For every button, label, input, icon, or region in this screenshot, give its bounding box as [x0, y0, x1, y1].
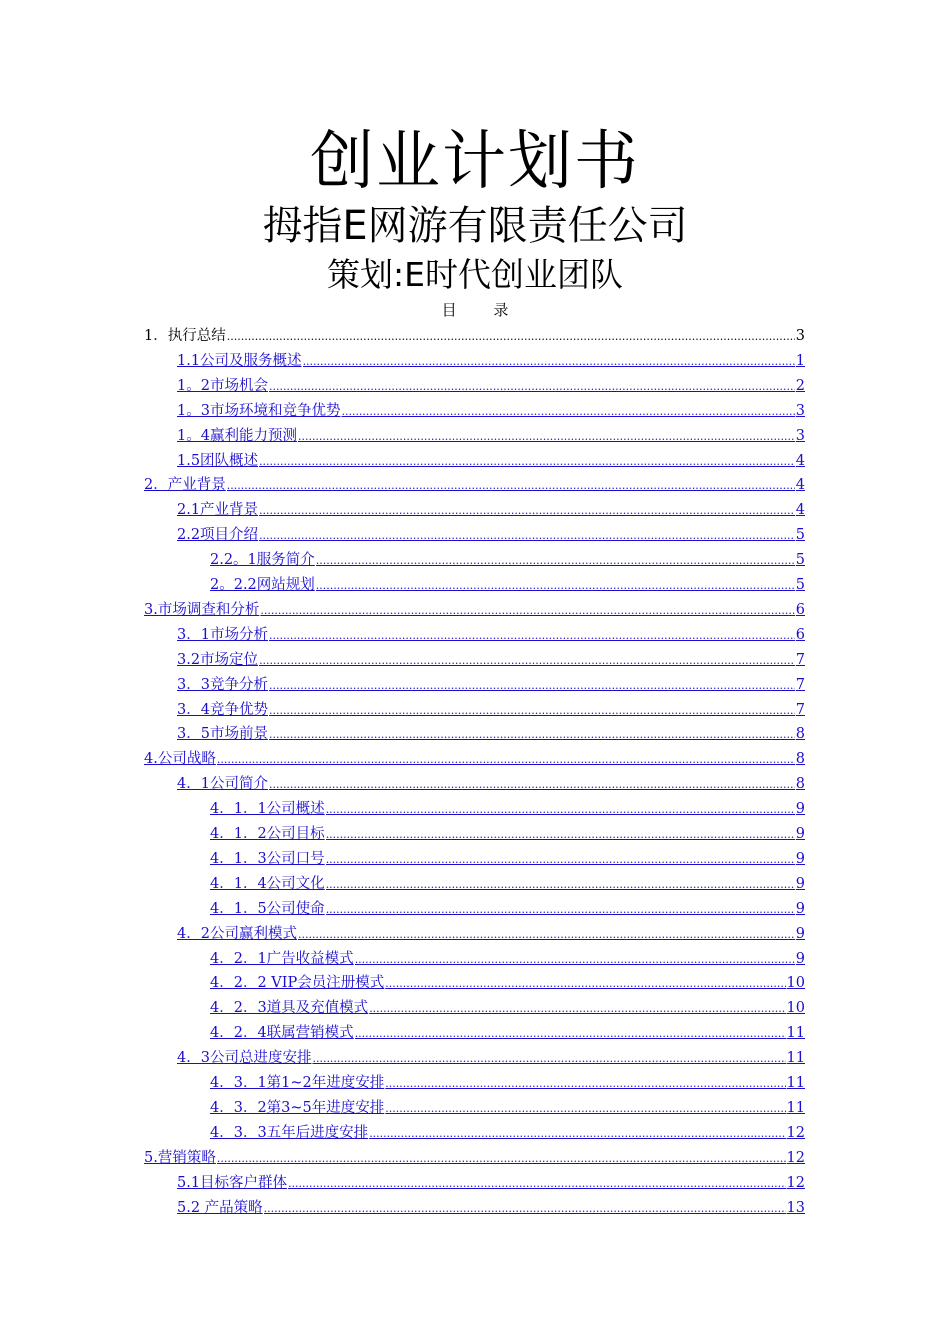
toc-entry-page: 2 — [795, 377, 805, 394]
toc-entry-title: 4．1．5公司使命 — [210, 900, 325, 917]
toc-leader-dots — [326, 898, 795, 922]
toc-entry-title: 1.5团队概述 — [177, 452, 259, 469]
toc-entry-title: 1。4赢利能力预测 — [177, 427, 297, 444]
toc-leader-dots — [385, 972, 785, 996]
toc-entry[interactable] — [177, 623, 805, 647]
toc-entry-page: 12 — [786, 1149, 805, 1166]
toc-leader-dots — [269, 674, 795, 698]
toc-leader-dots — [355, 1022, 786, 1046]
toc-entry-page: 7 — [795, 701, 805, 718]
toc-entry-title: 5.2 产品策略 — [177, 1199, 263, 1216]
toc-entry-title: 4．2．4联属营销模式 — [210, 1025, 354, 1042]
toc-entry-page: 10 — [786, 975, 805, 992]
toc-entry[interactable] — [177, 449, 805, 473]
toc-entry-page: 5 — [795, 577, 805, 593]
toc-entry[interactable] — [144, 598, 805, 622]
toc-entry-page: 9 — [795, 900, 805, 917]
toc-leader-dots — [385, 1097, 785, 1121]
toc-leader-dots — [316, 549, 795, 573]
toc-entry[interactable] — [177, 498, 805, 522]
toc-entry-title: 1．执行总结 — [144, 328, 226, 344]
toc-entry[interactable] — [144, 747, 805, 771]
toc-leader-dots — [326, 873, 795, 897]
toc-entry[interactable] — [177, 399, 805, 423]
toc-entry-title: 3．4竞争优势 — [177, 701, 268, 718]
toc-entry-title: 4．2．2 VIP会员注册模式 — [210, 975, 385, 992]
toc-entry[interactable] — [177, 698, 805, 722]
toc-leader-dots — [369, 997, 785, 1021]
toc-entry-title: 2。2.2网站规划 — [210, 577, 315, 593]
toc-entry-title: 4．3公司总进度安排 — [177, 1050, 312, 1067]
toc-entry-title: 4．1．2公司目标 — [210, 826, 325, 842]
toc-entry[interactable] — [177, 772, 805, 796]
toc-entry[interactable] — [177, 424, 805, 448]
toc-entry-title: 4.公司战略 — [144, 751, 216, 768]
toc-entry[interactable] — [177, 523, 805, 547]
toc-entry-title: 4．2．1广告收益模式 — [210, 950, 354, 967]
toc-leader-dots — [298, 923, 795, 947]
toc-entry-page: 3 — [795, 427, 805, 444]
toc-entry-title: 2.1产业背景 — [177, 502, 259, 519]
toc-entry-title: 2.2。1服务简介 — [210, 552, 315, 569]
toc-leader-dots — [326, 798, 795, 822]
toc-leader-dots — [341, 400, 794, 424]
toc-entry[interactable] — [177, 673, 805, 697]
toc-entry[interactable] — [210, 1021, 805, 1045]
toc-leader-dots — [227, 325, 795, 349]
toc-leader-dots — [269, 624, 795, 648]
toc-leader-dots — [303, 350, 795, 374]
toc-leader-dots — [217, 748, 795, 772]
toc-leader-dots — [298, 425, 795, 449]
toc-entry-page: 4 — [795, 477, 805, 494]
toc-leader-dots — [264, 1197, 786, 1221]
toc-entry-title: 4．1．3公司口号 — [210, 850, 325, 867]
toc-leader-dots — [269, 699, 795, 723]
toc-entry-title: 4．1．4公司文化 — [210, 875, 325, 892]
toc-leader-dots — [288, 1172, 785, 1196]
toc-entry-page: 8 — [795, 776, 805, 793]
toc-leader-dots — [326, 823, 795, 847]
toc-entry-title: 4．2．3道具及充值模式 — [210, 1000, 369, 1017]
toc-entry-page: 7 — [795, 651, 805, 668]
toc-entry-title: 4．3．2第3~5年进度安排 — [210, 1099, 385, 1116]
toc-entry-title: 3．5市场前景 — [177, 726, 268, 743]
toc-leader-dots — [269, 773, 795, 797]
toc-entry[interactable] — [210, 897, 805, 921]
toc-leader-dots — [269, 723, 795, 747]
toc-entry-page: 11 — [786, 1099, 805, 1116]
toc-entry-title: 1。2市场机会 — [177, 377, 268, 394]
toc-entry[interactable] — [177, 722, 805, 746]
toc-leader-dots — [369, 1122, 785, 1146]
toc-entry-title: 5.营销策略 — [144, 1149, 216, 1166]
toc-heading: 目 录 — [441, 301, 525, 319]
toc-entry-title: 2.2项目介绍 — [177, 527, 259, 544]
toc-entry-title: 1.1公司及服务概述 — [177, 352, 302, 369]
toc-leader-dots — [316, 574, 795, 598]
toc-entry-page: 10 — [786, 1000, 805, 1017]
toc-entry[interactable] — [177, 1196, 805, 1220]
toc-entry-page: 5 — [795, 552, 805, 569]
toc-leader-dots — [259, 499, 795, 523]
toc-entry-page: 5 — [795, 527, 805, 544]
toc-entry[interactable] — [177, 374, 805, 398]
toc-entry-page: 1 — [795, 352, 805, 369]
toc-entry-title: 3.市场调查和分析 — [144, 601, 260, 618]
toc-entry-page: 13 — [786, 1199, 805, 1216]
toc-entry-page: 9 — [795, 826, 805, 842]
toc-entry[interactable] — [210, 822, 805, 846]
toc-leader-dots — [259, 649, 795, 673]
toc-entry[interactable] — [210, 872, 805, 896]
toc-entry-page: 3 — [795, 402, 805, 419]
toc-entry-page: 9 — [795, 850, 805, 867]
toc-entry-title: 4．3．3五年后进度安排 — [210, 1124, 369, 1141]
toc-entry-page: 8 — [795, 726, 805, 743]
toc-entry[interactable] — [210, 996, 805, 1020]
company-name: 拇指E网游有限责任公司 — [262, 203, 688, 249]
toc-entry-page: 8 — [795, 751, 805, 768]
toc-entry[interactable] — [177, 648, 805, 672]
toc-entry[interactable] — [177, 922, 805, 946]
toc-entry[interactable] — [210, 1096, 805, 1120]
toc-entry-title: 4．2公司赢利模式 — [177, 925, 297, 942]
toc-entry-page: 6 — [795, 601, 805, 618]
toc-entry-title: 4．3．1第1~2年进度安排 — [210, 1075, 385, 1091]
toc-leader-dots — [385, 1072, 785, 1096]
toc-leader-dots — [259, 450, 795, 474]
toc-entry[interactable] — [210, 971, 805, 995]
toc-entry[interactable] — [177, 1171, 805, 1195]
toc-entry[interactable] — [210, 1071, 805, 1095]
toc-entry[interactable] — [210, 947, 805, 971]
toc-entry-page: 11 — [786, 1025, 805, 1042]
toc-leader-dots — [227, 474, 795, 498]
toc-entry-title: 3.2市场定位 — [177, 651, 259, 668]
document-title: 创业计划书 — [310, 125, 640, 199]
toc-entry-title: 1。3市场环境和竞争优势 — [177, 402, 341, 419]
toc-entry[interactable] — [177, 1046, 805, 1070]
toc-entry-page: 12 — [786, 1174, 805, 1191]
toc-entry-title: 2．产业背景 — [144, 477, 226, 494]
toc-entry[interactable] — [144, 473, 805, 497]
toc-entry-page: 11 — [786, 1050, 805, 1067]
toc-entry-title: 4．1．1公司概述 — [210, 801, 325, 818]
toc-leader-dots — [259, 524, 795, 548]
toc-leader-dots — [355, 948, 795, 972]
toc-leader-dots — [217, 1147, 786, 1171]
toc-entry-title: 3．3竞争分析 — [177, 676, 268, 693]
toc-leader-dots — [326, 848, 795, 872]
toc-entry[interactable] — [210, 1121, 805, 1145]
toc-entry[interactable] — [210, 573, 805, 597]
toc-entry-page: 9 — [795, 925, 805, 942]
toc-entry-title: 4．1公司简介 — [177, 776, 268, 793]
toc-entry[interactable] — [210, 797, 805, 821]
toc-entry-page: 3 — [795, 328, 805, 344]
toc-entry-page: 9 — [795, 801, 805, 818]
toc-entry[interactable] — [144, 1146, 805, 1170]
toc-entry — [144, 324, 805, 348]
toc-entry[interactable] — [210, 548, 805, 572]
toc-entry-page: 6 — [795, 626, 805, 643]
toc-entry-page: 12 — [786, 1124, 805, 1141]
toc-entry-title: 5.1目标客户群体 — [177, 1174, 288, 1191]
toc-entry-page: 9 — [795, 950, 805, 967]
team-name: 策划:E时代创业团队 — [327, 255, 623, 294]
toc-entry-page: 4 — [795, 452, 805, 469]
toc-leader-dots — [260, 599, 794, 623]
toc-entry[interactable] — [210, 847, 805, 871]
toc-entry-page: 11 — [786, 1075, 805, 1091]
toc-leader-dots — [269, 375, 795, 399]
toc-entry-page: 7 — [795, 676, 805, 693]
toc-entry-title: 3．1市场分析 — [177, 626, 268, 643]
toc-entry[interactable] — [177, 349, 805, 373]
toc-entry-page: 4 — [795, 502, 805, 519]
toc-leader-dots — [312, 1047, 785, 1071]
toc-entry-page: 9 — [795, 875, 805, 892]
